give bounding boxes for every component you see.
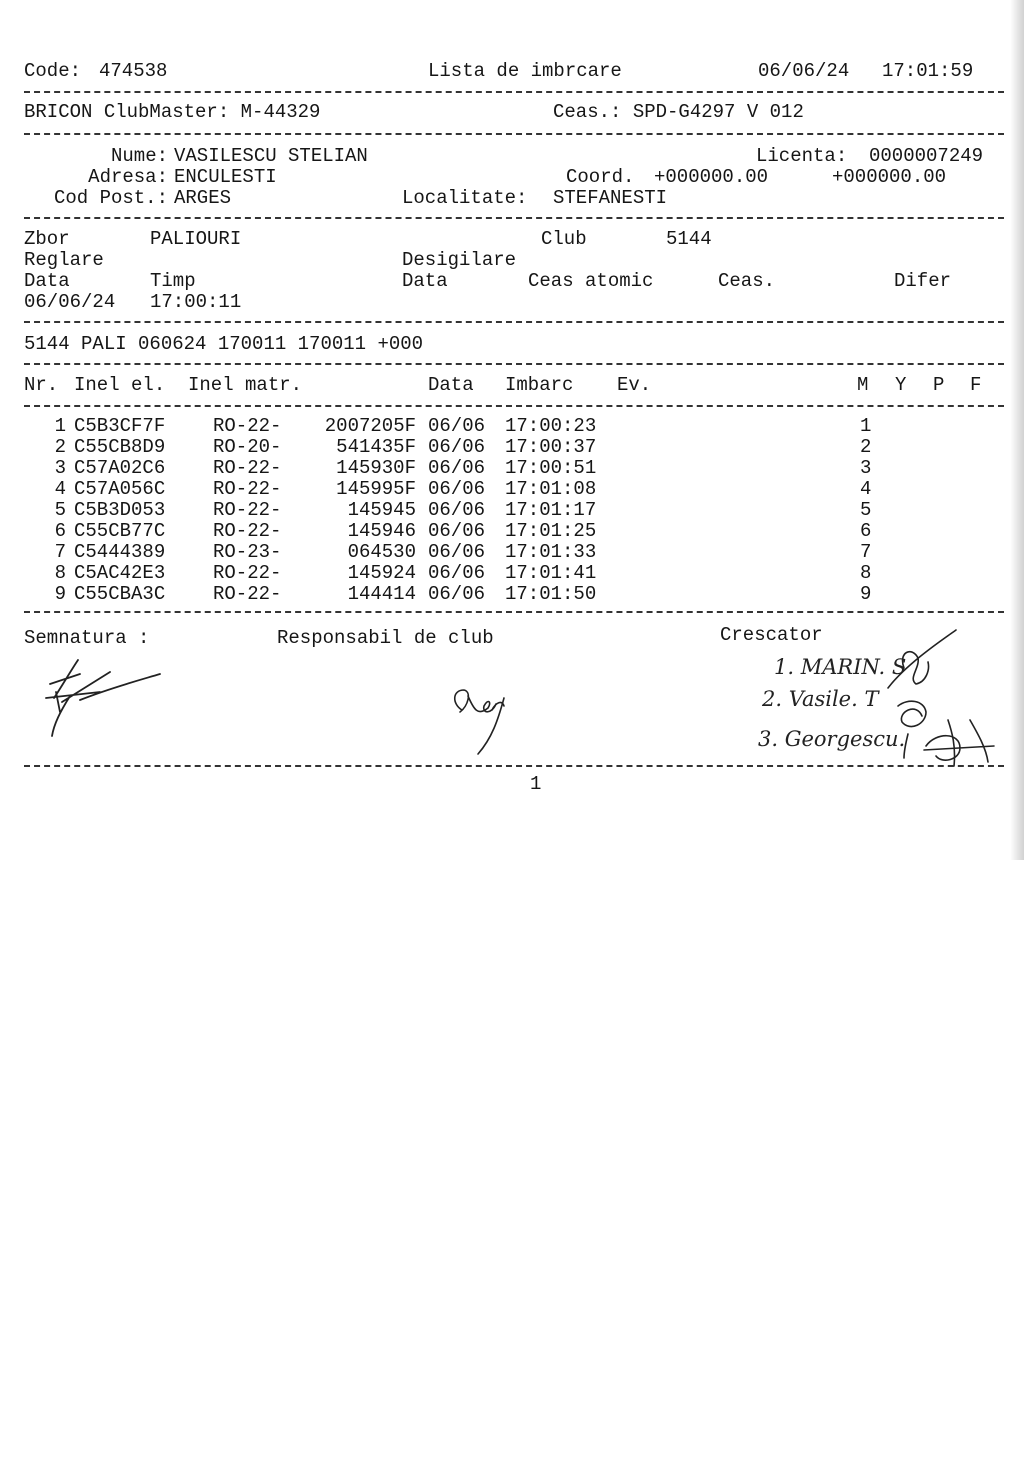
row-data: 06/06 (428, 562, 486, 584)
row-data: 06/06 (428, 541, 486, 563)
row-data: 06/06 (428, 457, 486, 479)
reglare-date: 06/06/24 (24, 291, 116, 313)
row-prefix: RO-22- (213, 499, 282, 521)
row-nr: 2 (54, 436, 66, 458)
row-data: 06/06 (428, 499, 486, 521)
row-time: 17:00:37 (505, 436, 597, 458)
row-m: 4 (860, 478, 872, 500)
licenta-value: 0000007249 (869, 145, 984, 167)
code-value: 474538 (99, 60, 168, 82)
row-data: 06/06 (428, 415, 486, 437)
row-number: 145946 (347, 520, 416, 542)
row-time: 17:00:23 (505, 415, 597, 437)
row-number: 145924 (347, 562, 416, 584)
reglare-time: 17:00:11 (150, 291, 242, 313)
row-prefix: RO-22- (213, 520, 282, 542)
reglare-label: Reglare (24, 249, 104, 271)
row-m: 8 (860, 562, 872, 584)
row-m: 6 (860, 520, 872, 542)
divider (24, 611, 1004, 613)
owner-address: ENCULESTI (174, 166, 277, 188)
row-nr: 8 (54, 562, 66, 584)
row-time: 17:01:41 (505, 562, 597, 584)
row-prefix: RO-23- (213, 541, 282, 563)
row-m: 5 (860, 499, 872, 521)
club-value: 5144 (666, 228, 712, 250)
row-prefix: RO-22- (213, 583, 282, 605)
row-m: 7 (860, 541, 872, 563)
handwritten-line-2: 2. Vasile. T (762, 687, 879, 711)
row-inel-el: C5B3CF7F (74, 415, 166, 437)
row-nr: 9 (54, 583, 66, 605)
row-inel-el: C57A02C6 (74, 457, 166, 479)
licenta-label: Licenta: (756, 145, 848, 167)
divider (24, 217, 1004, 219)
row-time: 17:01:08 (505, 478, 597, 500)
codpost-label: Cod Post.: (53, 187, 168, 209)
row-number: 064530 (347, 541, 416, 563)
signature-responsabil (448, 680, 528, 760)
scan-edge-shadow (1010, 0, 1024, 860)
row-m: 2 (860, 436, 872, 458)
row-inel-el: C5AC42E3 (74, 562, 166, 584)
zbor-value: PALIOURI (150, 228, 242, 250)
row-data: 06/06 (428, 478, 486, 500)
row-prefix: RO-22- (213, 457, 282, 479)
row-prefix: RO-22- (213, 415, 282, 437)
coord-label: Coord. (566, 166, 635, 188)
col-imbarc: Imbarc (505, 374, 574, 396)
divider (24, 363, 1004, 365)
responsabil-label: Responsabil de club (277, 627, 494, 649)
col-f: F (970, 374, 982, 396)
row-inel-el: C57A056C (74, 478, 166, 500)
row-time: 17:01:25 (505, 520, 597, 542)
col-data: Data (428, 374, 474, 396)
row-inel-el: C55CB77C (74, 520, 166, 542)
header-time: 17:01:59 (882, 60, 974, 82)
localitate-value: STEFANESTI (553, 187, 668, 209)
divider (24, 765, 1004, 767)
row-nr: 7 (54, 541, 66, 563)
page-number: 1 (530, 773, 542, 795)
owner-name: VASILESCU STELIAN (174, 145, 368, 167)
col-y: Y (895, 374, 907, 396)
data-label: Data (24, 270, 70, 292)
header-date: 06/06/24 (758, 60, 850, 82)
desigilare-data-label: Data (402, 270, 448, 292)
codpost-value: ARGES (174, 187, 232, 209)
coord-x: +000000.00 (654, 166, 769, 188)
desigilare-label: Desigilare (402, 249, 517, 271)
row-number: 144414 (347, 583, 416, 605)
row-prefix: RO-22- (213, 562, 282, 584)
nume-label: Nume: (110, 145, 168, 167)
semnatura-label: Semnatura : (24, 627, 150, 649)
row-time: 17:01:17 (505, 499, 597, 521)
row-time: 17:00:51 (505, 457, 597, 479)
adresa-label: Adresa: (88, 166, 168, 188)
col-inel-el: Inel el. (74, 374, 166, 396)
row-inel-el: C5B3D053 (74, 499, 166, 521)
row-time: 17:01:33 (505, 541, 597, 563)
divider (24, 405, 1004, 407)
localitate-label: Localitate: (402, 187, 528, 209)
row-number: 541435F (336, 436, 416, 458)
zbor-label: Zbor (24, 228, 70, 250)
row-nr: 5 (54, 499, 66, 521)
col-m: M (857, 374, 869, 396)
difer-label: Difer (894, 270, 952, 292)
row-number: 145995F (336, 478, 416, 500)
row-data: 06/06 (428, 436, 486, 458)
col-p: P (933, 374, 945, 396)
row-inel-el: C55CB8D9 (74, 436, 166, 458)
row-inel-el: C5444389 (74, 541, 166, 563)
ceas-atomic-label: Ceas atomic (528, 270, 654, 292)
row-inel-el: C55CBA3C (74, 583, 166, 605)
crescator-label: Crescator (720, 624, 823, 646)
row-time: 17:01:50 (505, 583, 597, 605)
coord-y: +000000.00 (832, 166, 947, 188)
row-data: 06/06 (428, 520, 486, 542)
row-m: 3 (860, 457, 872, 479)
row-number: 145930F (336, 457, 416, 479)
col-nr: Nr. (24, 374, 59, 396)
handwritten-line-1: 1. MARIN. S (774, 655, 907, 679)
clock-info: Ceas.: SPD-G4297 V 012 (553, 101, 804, 123)
divider (24, 91, 1004, 93)
clubmaster-info: BRICON ClubMaster: M-44329 (24, 101, 321, 123)
ceas-label: Ceas. (718, 270, 776, 292)
row-data: 06/06 (428, 583, 486, 605)
row-number: 145945 (347, 499, 416, 521)
code-label: Code: (24, 60, 82, 82)
row-nr: 1 (54, 415, 66, 437)
row-m: 9 (860, 583, 872, 605)
row-nr: 6 (54, 520, 66, 542)
signature-semnatura (40, 652, 170, 742)
row-m: 1 (860, 415, 872, 437)
row-prefix: RO-22- (213, 478, 282, 500)
timp-label: Timp (150, 270, 196, 292)
col-ev: Ev. (617, 374, 652, 396)
club-label: Club (541, 228, 587, 250)
col-inel-matr: Inel matr. (188, 374, 303, 396)
summary-line: 5144 PALI 060624 170011 170011 +000 (24, 333, 424, 355)
row-nr: 3 (54, 457, 66, 479)
document-title: Lista de imbrcare (428, 60, 622, 82)
divider (24, 133, 1004, 135)
signature-crescator (748, 622, 1008, 772)
row-prefix: RO-20- (213, 436, 282, 458)
row-number: 2007205F (324, 415, 416, 437)
divider (24, 321, 1004, 323)
handwritten-line-3: 3. Georgescu. (758, 727, 906, 751)
row-nr: 4 (54, 478, 66, 500)
